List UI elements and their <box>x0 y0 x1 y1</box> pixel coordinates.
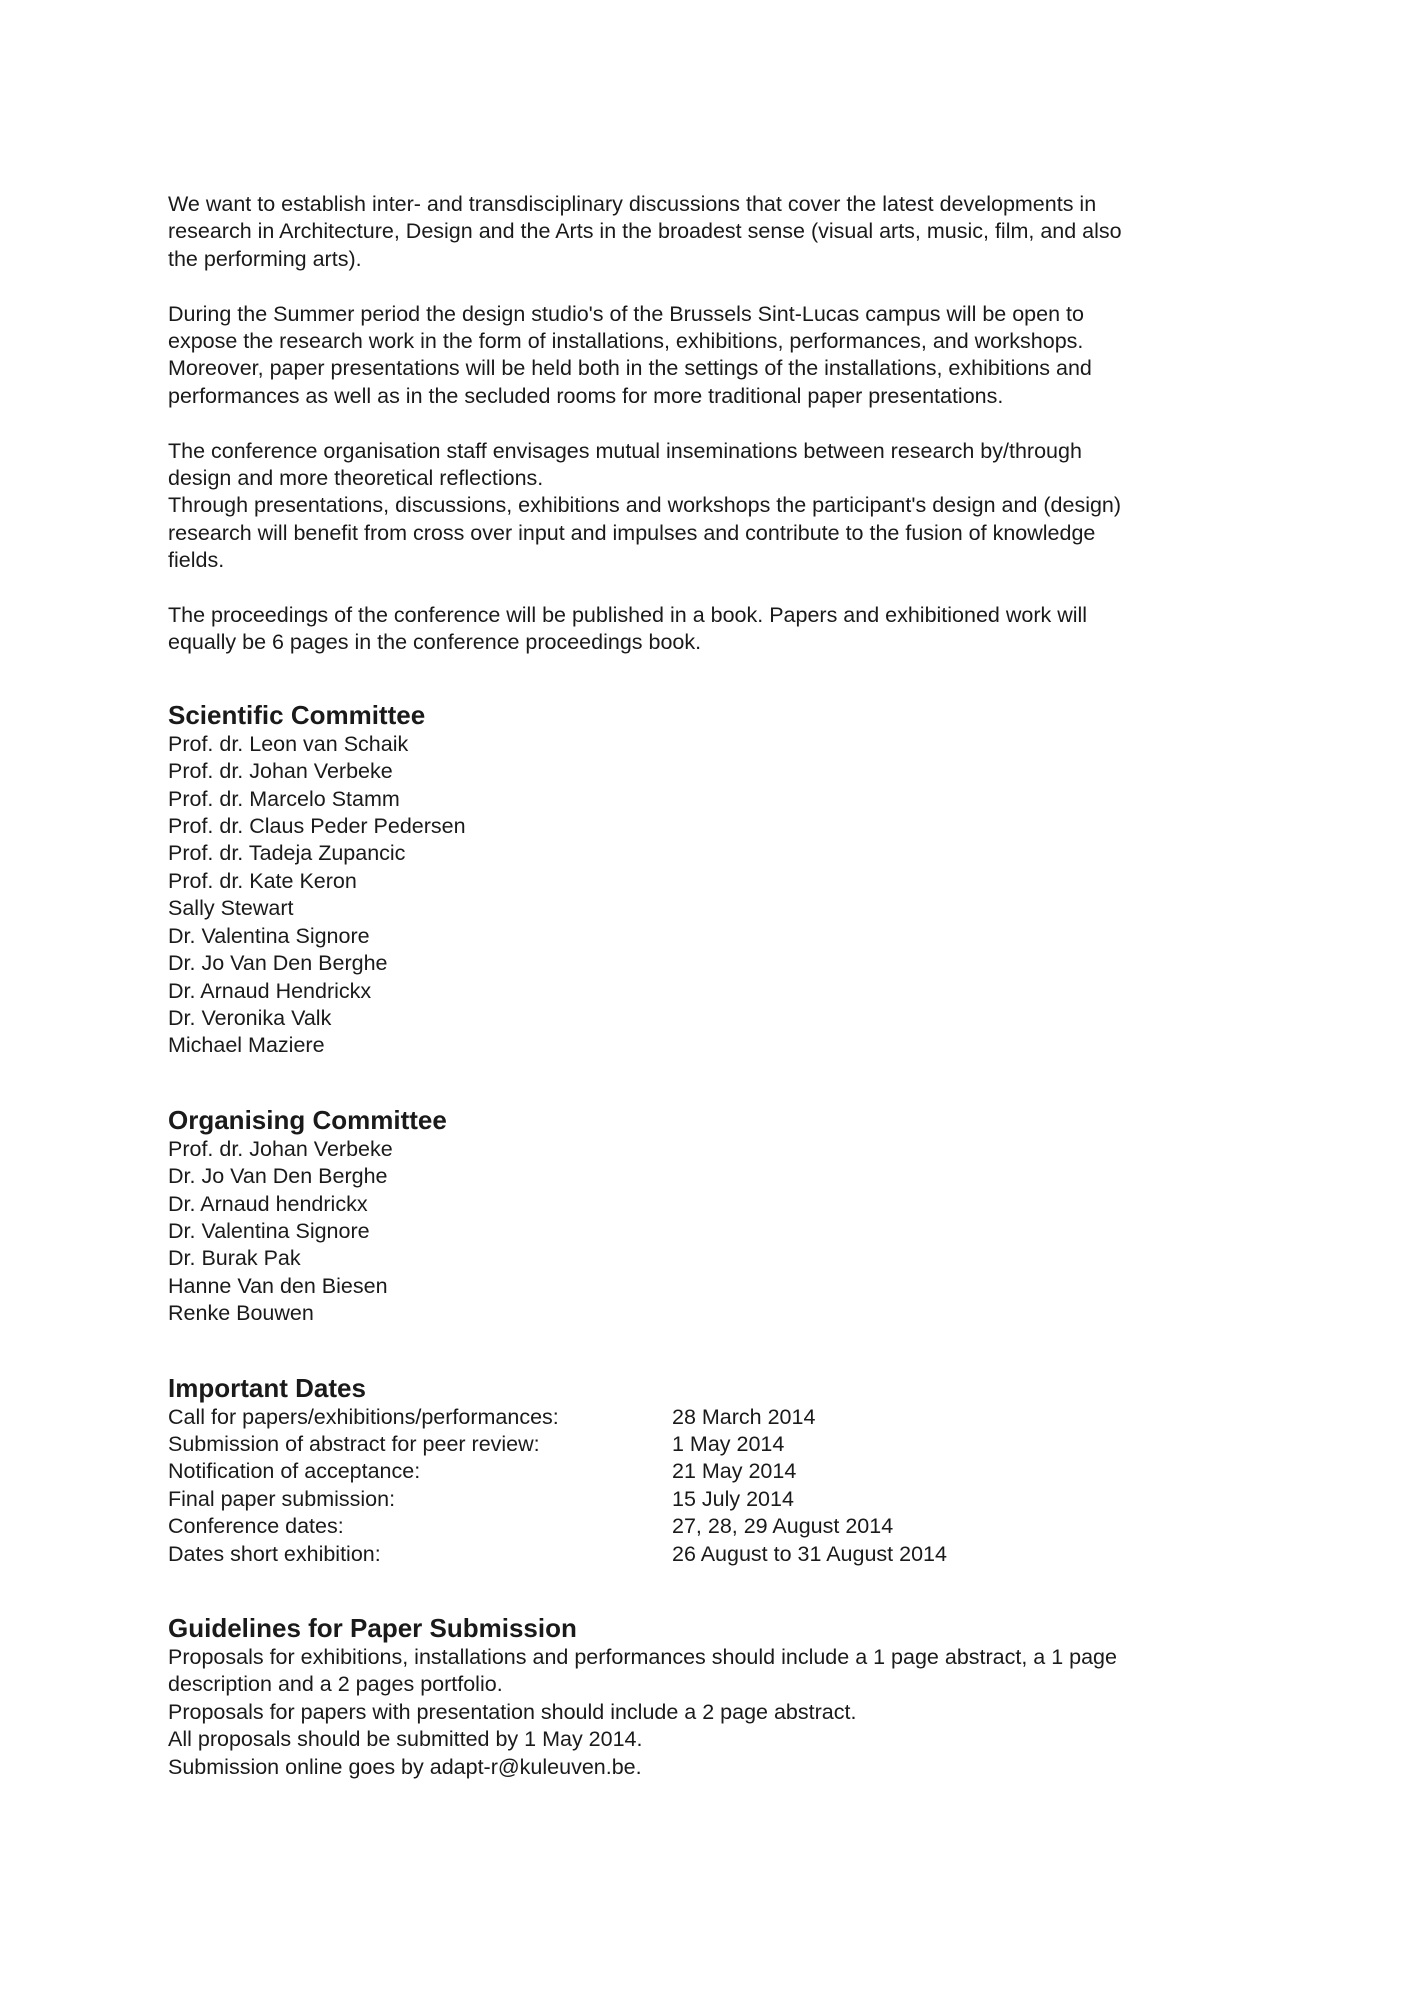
date-value: 27, 28, 29 August 2014 <box>672 1514 894 1539</box>
text-line: description and a 2 pages portfolio. <box>168 1672 503 1697</box>
date-label: Submission of abstract for peer review: <box>168 1431 540 1456</box>
document-page <box>168 191 1258 1781</box>
text-line: During the Summer period the design studio's of the Brussels Sint-Lucas campus will be open to <box>168 301 1084 326</box>
date-label: Notification of acceptance: <box>168 1459 421 1484</box>
committee-member: Dr. Jo Van Den Berghe <box>168 1164 388 1189</box>
intro-paragraph-4 <box>168 602 1258 657</box>
intro-paragraph-3 <box>168 438 1258 575</box>
important-dates-section <box>168 1372 1258 1568</box>
committee-member: Prof. dr. Kate Keron <box>168 868 357 893</box>
committee-member: Dr. Burak Pak <box>168 1246 301 1271</box>
committee-member: Sally Stewart <box>168 896 294 921</box>
date-value: 15 July 2014 <box>672 1486 794 1511</box>
text-line: design and more theoretical reflections. <box>168 466 544 491</box>
text-line: the performing arts). <box>168 246 362 271</box>
text-line: Moreover, paper presentations will be held both in the settings of the installations, exhibitions and <box>168 356 1092 381</box>
text-line: equally be 6 pages in the conference proceedings book. <box>168 630 702 655</box>
scientific-committee-list <box>168 731 1258 1060</box>
date-label: Final paper submission: <box>168 1486 396 1511</box>
text-line: research will benefit from cross over input and impulses and contribute to the fusion of knowledge <box>168 520 1096 545</box>
intro-paragraph-1 <box>168 191 1258 273</box>
committee-member: Dr. Veronika Valk <box>168 1005 332 1030</box>
table-row <box>168 1513 947 1540</box>
guidelines-text <box>168 1644 1258 1781</box>
table-row <box>168 1458 947 1485</box>
committee-member: Michael Maziere <box>168 1033 325 1058</box>
organising-committee-heading: Organising Committee <box>168 1104 447 1135</box>
date-value: 21 May 2014 <box>672 1459 797 1484</box>
committee-member: Dr. Valentina Signore <box>168 923 370 948</box>
text-line: performances as well as in the secluded rooms for more traditional paper presentations. <box>168 383 1004 408</box>
text-line: Proposals for papers with presentation should include a 2 page abstract. <box>168 1699 857 1724</box>
important-dates-table <box>168 1404 947 1568</box>
date-value: 1 May 2014 <box>672 1431 785 1456</box>
committee-member: Hanne Van den Biesen <box>168 1273 388 1298</box>
committee-member: Prof. dr. Claus Peder Pedersen <box>168 814 466 839</box>
committee-member: Prof. dr. Johan Verbeke <box>168 759 393 784</box>
scientific-committee-heading: Scientific Committee <box>168 699 426 730</box>
committee-member: Prof. dr. Johan Verbeke <box>168 1136 393 1161</box>
text-line: We want to establish inter- and transdisciplinary discussions that cover the latest developments in <box>168 192 1097 216</box>
scientific-committee-section <box>168 699 1258 1060</box>
committee-member: Dr. Arnaud Hendrickx <box>168 978 372 1003</box>
text-line: Through presentations, discussions, exhibitions and workshops the participant's design and (design) <box>168 493 1122 518</box>
table-row <box>168 1486 947 1513</box>
text-line: expose the research work in the form of installations, exhibitions, performances, and workshops. <box>168 329 1084 354</box>
intro-section <box>168 191 1258 657</box>
committee-member: Renke Bouwen <box>168 1301 314 1326</box>
date-value: 26 August to 31 August 2014 <box>672 1541 947 1566</box>
text-line: fields. <box>168 548 225 573</box>
table-row <box>168 1541 947 1568</box>
text-line: The conference organisation staff envisages mutual inseminations between research by/through <box>168 438 1082 463</box>
committee-member: Dr. Valentina Signore <box>168 1218 370 1243</box>
important-dates-heading: Important Dates <box>168 1372 366 1403</box>
committee-member: Prof. dr. Tadeja Zupancic <box>168 841 406 866</box>
committee-member: Prof. dr. Leon van Schaik <box>168 731 409 756</box>
text-line: Proposals for exhibitions, installations and performances should include a 1 page abstract, a 1 page <box>168 1645 1117 1670</box>
table-row <box>168 1404 947 1431</box>
table-row <box>168 1431 947 1458</box>
text-line: All proposals should be submitted by 1 May 2014. <box>168 1727 643 1752</box>
guidelines-heading: Guidelines for Paper Submission <box>168 1613 577 1644</box>
committee-member: Prof. dr. Marcelo Stamm <box>168 786 400 811</box>
intro-paragraph-2 <box>168 301 1258 411</box>
date-label: Conference dates: <box>168 1514 344 1539</box>
text-line: The proceedings of the conference will be published in a book. Papers and exhibitioned work will <box>168 603 1088 628</box>
text-line: Submission online goes by adapt-r@kuleuven.be. <box>168 1754 642 1779</box>
date-label: Call for papers/exhibitions/performances: <box>168 1404 559 1429</box>
date-label: Dates short exhibition: <box>168 1541 381 1566</box>
guidelines-section <box>168 1612 1258 1781</box>
organising-committee-section <box>168 1104 1258 1328</box>
committee-member: Dr. Jo Van Den Berghe <box>168 951 388 976</box>
text-line: research in Architecture, Design and the Arts in the broadest sense (visual arts, music, film, and also <box>168 219 1122 244</box>
organising-committee-list <box>168 1136 1258 1328</box>
committee-member: Dr. Arnaud hendrickx <box>168 1191 368 1216</box>
date-value: 28 March 2014 <box>672 1404 816 1429</box>
